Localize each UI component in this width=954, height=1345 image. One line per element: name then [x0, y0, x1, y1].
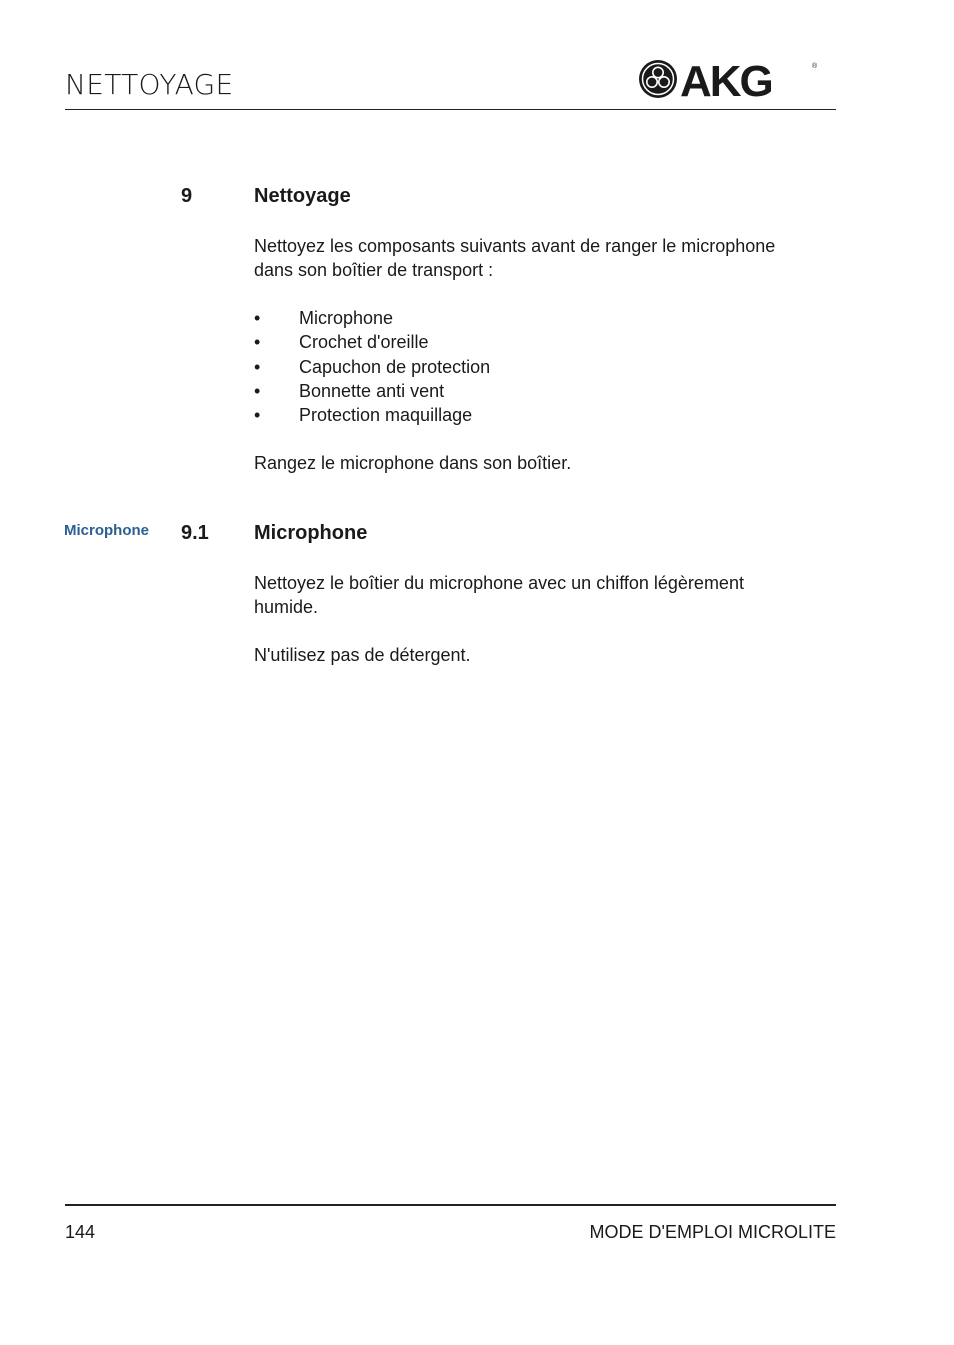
subsection-title: Microphone [254, 522, 368, 544]
list-item: • Crochet d'oreille [254, 332, 429, 353]
subsection-number: 9.1 [181, 522, 209, 544]
svg-text:AKG: AKG [680, 58, 772, 100]
list-item: • Bonnette anti vent [254, 380, 445, 401]
subsection-warning: N'utilisez pas de détergent. [254, 645, 471, 665]
margin-label: Microphone [64, 522, 149, 539]
footer-rule [65, 1204, 836, 1206]
akg-emblem-icon [639, 60, 677, 98]
list-item: • Capuchon de protection [254, 356, 491, 377]
akg-logo [638, 58, 818, 100]
list-item: • Protection maquillage [254, 405, 473, 426]
component-list [254, 306, 490, 427]
svg-text:®: ® [812, 63, 818, 70]
subsection-paragraph: Nettoyez le boîtier du microphone avec un chiffon légèrement humide. [254, 573, 744, 617]
section-intro: Nettoyez les composants suivants avant de ranger le microphone dans son boîtier de transport : [254, 236, 776, 280]
list-item: • Microphone [254, 308, 394, 328]
section-outro: Rangez le microphone dans son boîtier. [254, 453, 572, 473]
page-number: 144 [65, 1222, 96, 1242]
section-number: 9 [181, 185, 193, 207]
document-title: MODE D'EMPLOI MICROLITE [589, 1222, 836, 1242]
header-rule [65, 109, 836, 110]
section-title: Nettoyage [254, 185, 351, 207]
page-header-title: NETTOYAGE [65, 68, 234, 101]
